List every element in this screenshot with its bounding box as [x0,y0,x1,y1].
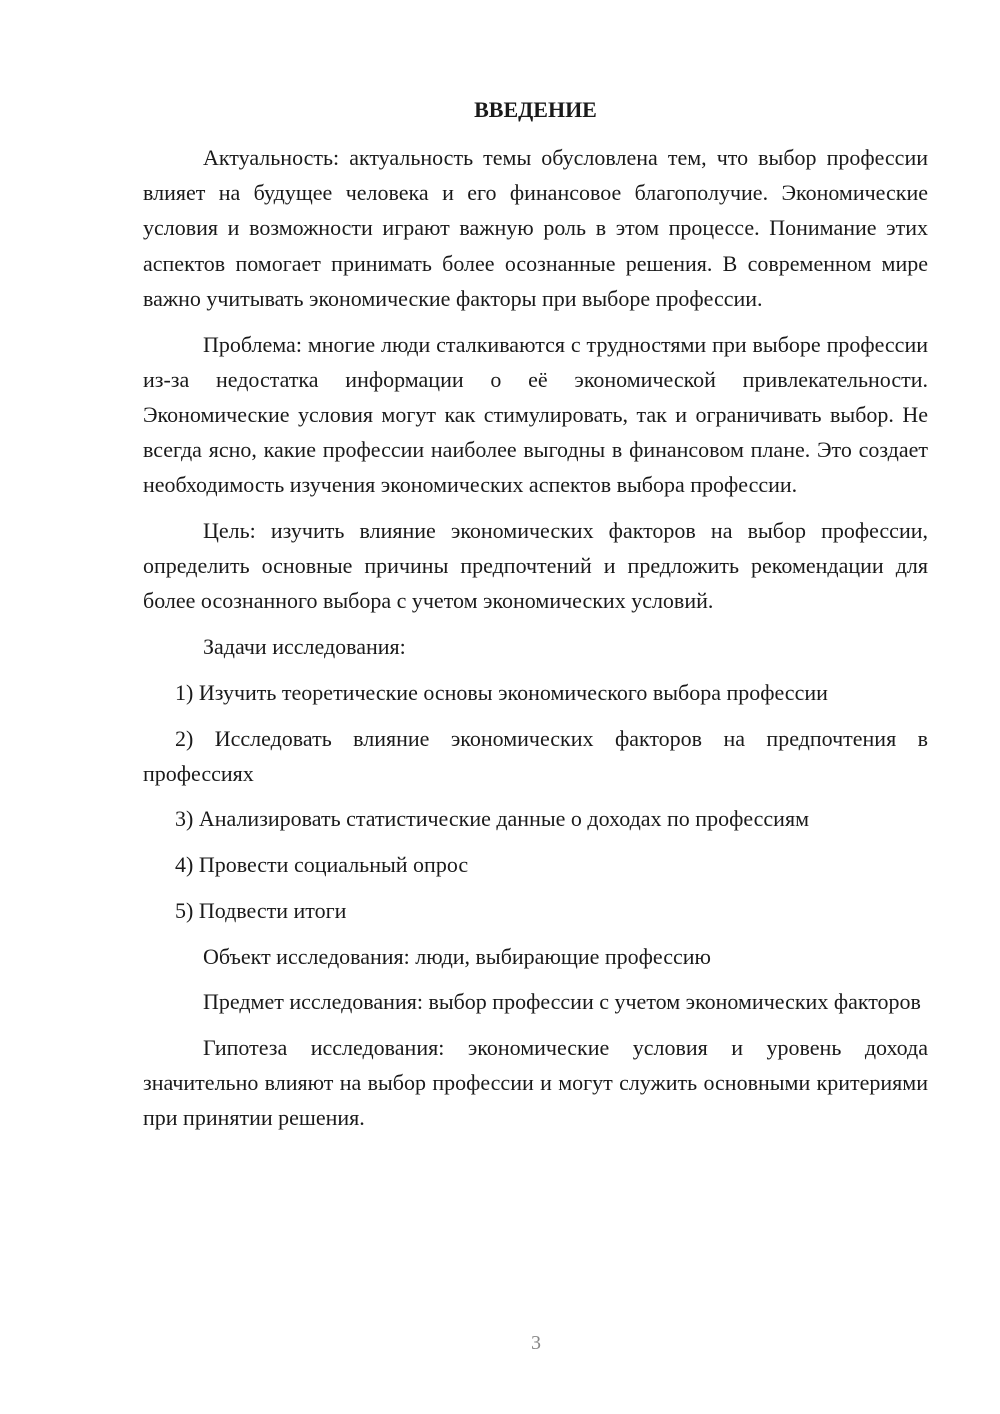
hypothesis-paragraph: Гипотеза исследования: экономические условия и уровень дохода значительно влияют на выбор профессии и могут служить основными критериями при принятии решения. [143,1034,928,1131]
problem-paragraph: Проблема: многие люди сталкиваются с трудностями при выборе профессии из-за недостатка информации о её экономической привлекательности. Экономические условия могут как стимулировать, так и ограничивать выбор. Не всегда ясно, какие профессии наиболее выгодны в финансовом плане. Это создает необходимость изучения экономических аспектов выбора профессии. [143,331,928,498]
goal-paragraph: Цель: изучить влияние экономических факторов на выбор профессии, определить основные причины предпочтений и предложить рекомендации для более осознанного выбора с учетом экономических условий. [143,518,928,614]
task-item: 4) Провести социальный опрос [175,852,469,878]
subject-paragraph: Предмет исследования: выбор профессии с учетом экономических факторов [203,989,921,1015]
task-item: 5) Подвести итоги [175,897,347,923]
task-item: 1) Изучить теоретические основы экономического выбора профессии [175,679,828,705]
document-body [143,92,928,1146]
relevance-paragraph: Актуальность: актуальность темы обусловлена тем, что выбор профессии влияет на будущее человека и его финансовое благополучие. Экономические условия и возможности играют важную роль в этом процессе. Понимание этих аспектов помогает принимать более осознанные решения. В современном мире важно учитывать экономические факторы при выборе профессии. [143,145,928,311]
object-paragraph: Объект исследования: люди, выбирающие профессию [203,943,711,969]
page-heading: ВВЕДЕНИЕ [474,97,597,122]
page-number: 3 [531,1332,541,1354]
task-item: 2) Исследовать влияние экономических факторов на предпочтения в профессиях [143,725,928,786]
task-item: 3) Анализировать статистические данные о доходах по профессиям [175,806,809,832]
tasks-title: Задачи исследования: [203,634,406,660]
